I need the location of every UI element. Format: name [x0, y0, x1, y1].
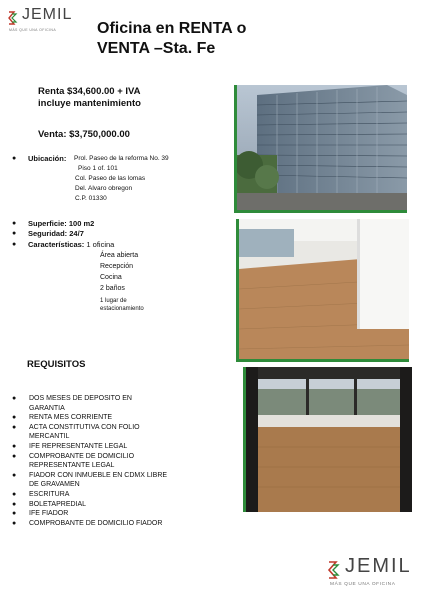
requirements-list [12, 394, 212, 528]
title-line-2: VENTA –Sta. Fe [97, 40, 216, 57]
parking-line-2: estacionamiento [100, 306, 144, 312]
features-label: Características: [28, 240, 85, 249]
bullet-icon: ● [12, 442, 17, 450]
list-item [12, 423, 212, 442]
list-item [12, 394, 212, 413]
interior-window-photo [243, 367, 412, 512]
bullet-icon: ● [12, 452, 17, 460]
req-line: GARANTIA [29, 404, 65, 412]
bullet-icon: ● [12, 241, 17, 248]
feature-item: Área abierta [100, 252, 139, 259]
features-first: 1 oficina [86, 240, 115, 249]
footer-brand-name: JEMIL [345, 555, 412, 577]
bullet-icon: ● [12, 395, 17, 402]
feature-item: Recepción [100, 263, 134, 270]
list-item [12, 413, 212, 423]
list-item [12, 509, 212, 519]
bullet-icon: ● [12, 519, 17, 527]
footer-logo [326, 555, 418, 595]
security-value: 24/7 [69, 229, 84, 238]
location-line-4: Del. Alvaro obregon [75, 185, 133, 192]
features-row [28, 240, 114, 249]
list-item [12, 490, 212, 500]
req-line: FIADOR CON INMUEBLE EN CDMX LIBRE [29, 471, 168, 479]
brand-name: JEMIL [22, 6, 73, 23]
rent-line-2: incluye mantenimiento [38, 98, 141, 109]
area-value: 100 m2 [68, 219, 95, 228]
req-line: COMPROBANTE DE DOMICILIO FIADOR [29, 519, 163, 527]
parking-line-1: 1 lugar de [100, 298, 127, 304]
feature-item: Cocina [100, 274, 122, 281]
rent-price [38, 86, 141, 110]
footer-brand-tagline: MÁS QUE UNA OFICINA [330, 582, 396, 587]
sale-price: Venta: $3,750,000.00 [38, 129, 130, 140]
building-photo [234, 85, 407, 213]
bullet-icon: ● [12, 230, 17, 237]
req-line: COMPROBANTE DE DOMICILIO [29, 452, 135, 460]
req-line: REPRESENTANTE LEGAL [29, 462, 115, 470]
location-line-3: Col. Paseo de las lomas [75, 175, 146, 182]
list-item [12, 471, 212, 490]
location-line-2: Piso 1 of. 101 [78, 165, 118, 172]
bullet-icon: ● [12, 490, 17, 498]
rent-line-1: Renta $34,600.00 + IVA [38, 86, 141, 97]
location-line-1: Prol. Paseo de la reforma No. 39 [74, 155, 169, 162]
bullet-icon: ● [12, 500, 17, 508]
list-item [12, 500, 212, 510]
area-label: Superficie: [28, 219, 67, 228]
bullet-icon: ● [12, 510, 17, 518]
list-item [12, 452, 212, 471]
location-label: Ubicación: [28, 154, 67, 163]
brand-tagline: MÁS QUE UNA OFICINA [9, 28, 57, 32]
req-line: IFE REPRESENTANTE LEGAL [29, 442, 128, 450]
title-line-1: Oficina en RENTA o [97, 20, 247, 37]
security-row [28, 229, 84, 238]
bullet-icon: ● [12, 471, 17, 479]
req-line: IFE FIADOR [29, 510, 69, 518]
bullet-icon: ● [12, 423, 17, 431]
page-title [97, 19, 357, 59]
requirements-title: REQUISITOS [27, 359, 86, 370]
list-item [12, 519, 212, 529]
req-line: RENTA MES CORRIENTE [29, 414, 113, 422]
req-line: ACTA CONSTITUTIVA CON FOLIO [29, 423, 140, 431]
bullet-icon: ● [12, 155, 17, 162]
req-line: MERCANTIL [29, 433, 70, 441]
req-line: BOLETAPREDIAL [29, 500, 87, 508]
interior-photo [236, 219, 409, 362]
location-line-5: C.P. 01330 [75, 195, 107, 202]
security-label: Seguridad: [28, 229, 68, 238]
req-line: DE GRAVAMEN [29, 481, 80, 489]
bullet-icon: ● [12, 414, 17, 422]
brand-logo [6, 6, 73, 40]
req-line: ESCRITURA [29, 490, 70, 498]
features-list [100, 250, 144, 313]
bullet-icon: ● [12, 220, 17, 227]
list-item [12, 442, 212, 452]
feature-item: 2 baños [100, 285, 125, 292]
req-line: DOS MESES DE DEPOSITO EN [29, 395, 132, 402]
area-row [28, 219, 94, 228]
